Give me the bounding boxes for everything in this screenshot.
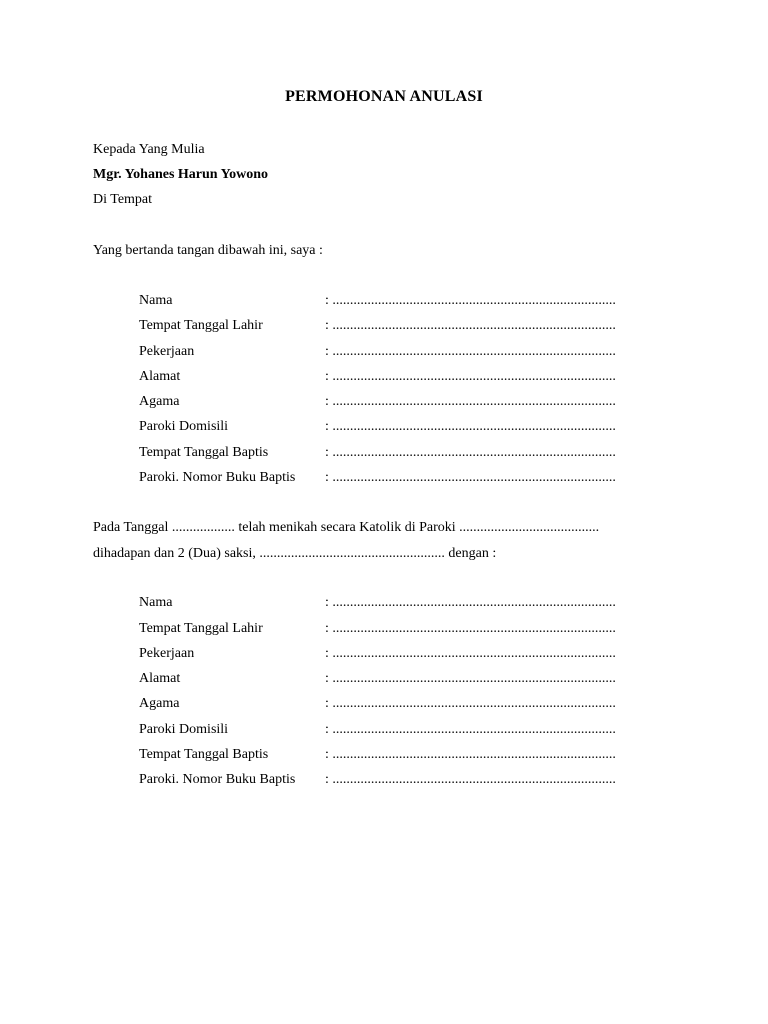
form1-row [139,369,616,389]
form2-row [139,747,616,767]
form1-value: : ................................................................................. [325,394,616,409]
marriage-paragraph-line2: dihadapan dan 2 (Dua) saksi, ..................................................... dengan : [93,546,497,561]
form2-label: Agama [139,696,180,711]
addressee-name: Mgr. Yohanes Harun Yowono [93,167,269,182]
addressee-greeting: Kepada Yang Mulia [93,142,205,157]
form2-label: Tempat Tanggal Lahir [139,621,263,636]
form2-label: Alamat [139,671,181,686]
form1-value: : ................................................................................. [325,369,616,384]
form2-label: Tempat Tanggal Baptis [139,747,269,762]
form1-label: Paroki. Nomor Buku Baptis [139,470,296,485]
form1-row [139,419,616,439]
form2-row [139,671,616,691]
form1-label: Tempat Tanggal Baptis [139,445,269,460]
form1-label: Nama [139,293,173,308]
form2-row [139,621,616,641]
form2-label: Pekerjaan [139,646,195,661]
form1-value: : ................................................................................. [325,445,616,460]
form2-row [139,722,616,742]
form2-value: : ................................................................................. [325,772,616,787]
form2-label: Paroki. Nomor Buku Baptis [139,772,296,787]
form2-label: Paroki Domisili [139,722,229,737]
intro-text: Yang bertanda tangan dibawah ini, saya : [93,243,323,258]
form2-value: : ................................................................................. [325,696,616,711]
form1-row [139,470,616,490]
form1-row [139,318,616,338]
form1-label: Pekerjaan [139,344,195,359]
form2-row [139,595,616,615]
form1-row [139,445,616,465]
form2-value: : ................................................................................. [325,646,616,661]
form1-value: : ................................................................................. [325,470,616,485]
form1-value: : ................................................................................. [325,344,616,359]
form1-value: : ................................................................................. [325,318,616,333]
form1-value: : ................................................................................. [325,293,616,308]
form1-label: Tempat Tanggal Lahir [139,318,263,333]
form1-row [139,293,616,313]
form2-row [139,772,616,792]
marriage-paragraph-line1: Pada Tanggal .................. telah menikah secara Katolik di Paroki ........................................ [93,520,600,535]
form2-row [139,696,616,716]
form1-value: : ................................................................................. [325,419,616,434]
form2-value: : ................................................................................. [325,621,616,636]
form2-value: : ................................................................................. [325,595,616,610]
form2-value: : ................................................................................. [325,722,616,737]
document-title: PERMOHONAN ANULASI [285,88,483,105]
form2-label: Nama [139,595,173,610]
addressee-place: Di Tempat [93,192,153,207]
form1-row [139,344,616,364]
form2-value: : ................................................................................. [325,747,616,762]
form1-row [139,394,616,414]
form2-value: : ................................................................................. [325,671,616,686]
form1-label: Alamat [139,369,181,384]
form1-label: Agama [139,394,180,409]
form2-row [139,646,616,666]
form1-label: Paroki Domisili [139,419,229,434]
